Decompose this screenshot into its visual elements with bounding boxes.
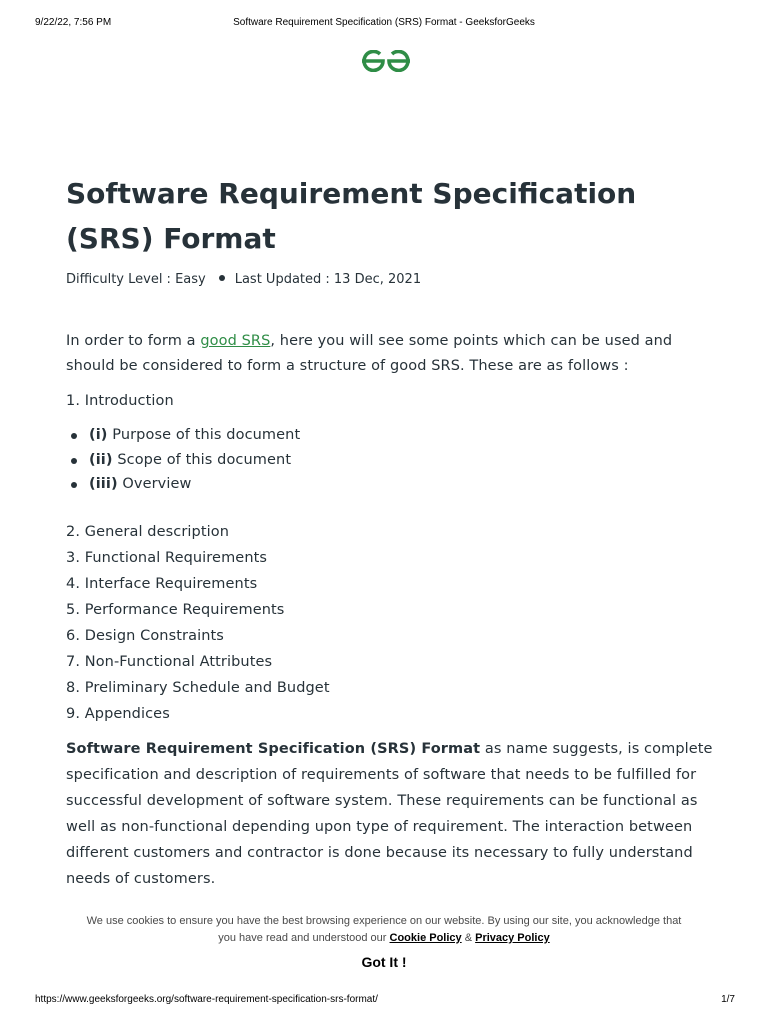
item-text: Purpose of this document [107,427,301,443]
separator-dot [219,275,225,281]
srs-bold-term: Software Requirement Specification (SRS) Format [66,741,481,757]
page-number: 1/7 [721,994,735,1005]
item-text: Overview [117,476,192,492]
list-item [66,423,300,448]
list-item [66,472,300,497]
srs-description-text: as name suggests, is complete specification and description of requirements of software that needs to be fulfilled for successful development of software system. These requirements can be functional as well as non-functional depending upon type of requirement. The interaction between different customers and contractor is done because its necessary to fully understand needs of customers. [66,741,713,887]
item-number: (i) [89,427,108,443]
print-date: 9/22/22, 7:56 PM [35,17,112,28]
print-footer [0,994,768,1008]
list-item: 7. Non-Functional Attributes [66,654,273,670]
list-item: 6. Design Constraints [66,628,224,644]
introduction-sublist [66,423,300,497]
article-meta [66,272,421,287]
difficulty-level: Difficulty Level : Easy [66,272,206,287]
cookie-text: We use cookies to ensure you have the best browsing experience on our website. By using our site, you acknowledge that [86,915,682,927]
got-it-button[interactable]: Got It ! [361,954,407,970]
section-introduction: 1. Introduction [66,393,174,409]
gfg-logo-icon[interactable] [359,50,413,72]
page-url: https://www.geeksforgeeks.org/software-requirement-specification-srs-format/ [35,994,378,1005]
cookie-text-prefix: you have read and understood our [218,932,390,944]
intro-text-end: , here you will see some points which can be used and should be considered to form a structure of good SRS. These are as follows : [66,333,673,374]
list-item: 5. Performance Requirements [66,602,285,618]
good-srs-link[interactable]: good SRS [200,333,271,349]
ampersand: & [461,932,476,944]
list-item: 4. Interface Requirements [66,576,258,592]
item-text: Scope of this document [112,451,292,468]
print-page-title: Software Requirement Specification (SRS) Format - GeeksforGeeks [233,17,535,28]
cookie-text-line2 [0,930,768,947]
item-number: (iii) [89,476,118,492]
print-header [0,17,768,31]
section-list [66,519,330,727]
list-item [66,448,300,473]
srs-description-paragraph [66,736,716,892]
cookie-banner [0,913,768,947]
item-number: (ii) [89,451,113,468]
article-title: Software Requirement Specification (SRS) Format [66,177,637,255]
cookie-policy-link[interactable]: Cookie Policy [389,932,462,944]
list-item: 3. Functional Requirements [66,550,268,566]
privacy-policy-link[interactable]: Privacy Policy [475,932,550,944]
last-updated: Last Updated : 13 Dec, 2021 [234,272,422,287]
list-item: 8. Preliminary Schedule and Budget [66,680,330,696]
intro-text-start: In order to form a [66,333,201,349]
list-item: 2. General description [66,524,230,540]
list-item: 9. Appendices [66,706,170,722]
intro-paragraph [66,329,716,379]
